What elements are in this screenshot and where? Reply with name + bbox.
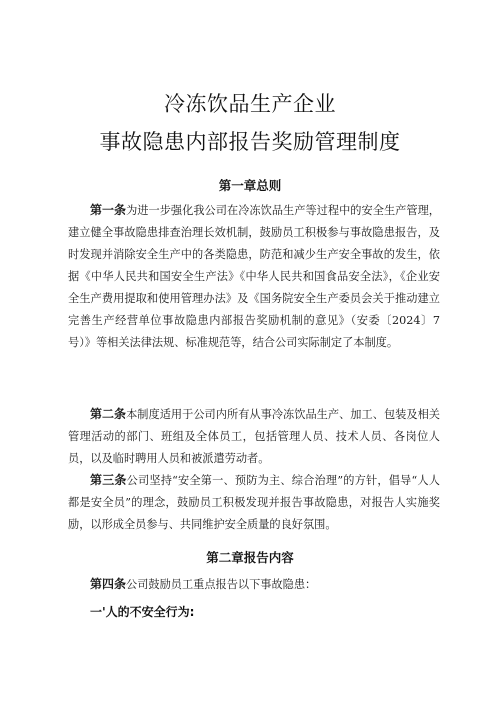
article-4 <box>68 573 440 596</box>
list-item-unsafe-behavior: 一'人的不安全行为: <box>90 605 195 619</box>
article-3-number: 第三条 <box>90 473 127 487</box>
article-1-number: 第一条 <box>90 203 127 217</box>
article-2-text: 本制度适用于公司内所有从事冷冻饮品生产、加工、包装及相关管理活动的部门、班组及全体员工，包括管理人员、技术人员、各岗位人员，以及临时聘用人员和被派遣劳动者。 <box>68 408 440 465</box>
article-3-text: 公司坚持“安全第一、预防为主、综合治理”的方针，倡导“人人都是安全员”的理念，鼓励员工积极发现并报告事故隐患，对报告人实施奖励，以形成全员参与、共同维护安全质量的良好氛围。 <box>68 474 440 531</box>
article-2 <box>68 403 440 470</box>
document-title-line1: 冷冻饮品生产企业 <box>164 92 336 116</box>
document-title-line2: 事故隐患内部报告奖励管理制度 <box>99 130 401 154</box>
article-4-text: 公司鼓励员工重点报告以下事故隐患： <box>126 578 317 591</box>
article-1-text: 为进一步强化我公司在冷冻饮品生产等过程中的安全生产管理，建立健全事故隐患排查治理长效机制，鼓励员工积极参与事故隐患报告，及时发现并消除安全生产中的各类隐患，防范和减少生产安全事故的发生，依据《中华人民共和国安全生产法》《中华人民共和国食品安全法》，《企业安全生产费用提取和使用管理办法》及《国务院安全生产委员会关于推动建立完善生产经营单位事故隐患内部报告奖励机制的意见》（安委〔2024〕7号）》等相关法律法规、标准规范等，结合公司实际制定了本制度。 <box>68 204 440 349</box>
article-2-number: 第二条 <box>90 407 127 421</box>
chapter1-heading: 第一章总则 <box>218 178 282 193</box>
article-4-number: 第四条 <box>90 577 127 591</box>
article-3 <box>68 469 440 536</box>
article-1 <box>68 199 440 354</box>
chapter2-heading: 第二章报告内容 <box>206 550 294 565</box>
